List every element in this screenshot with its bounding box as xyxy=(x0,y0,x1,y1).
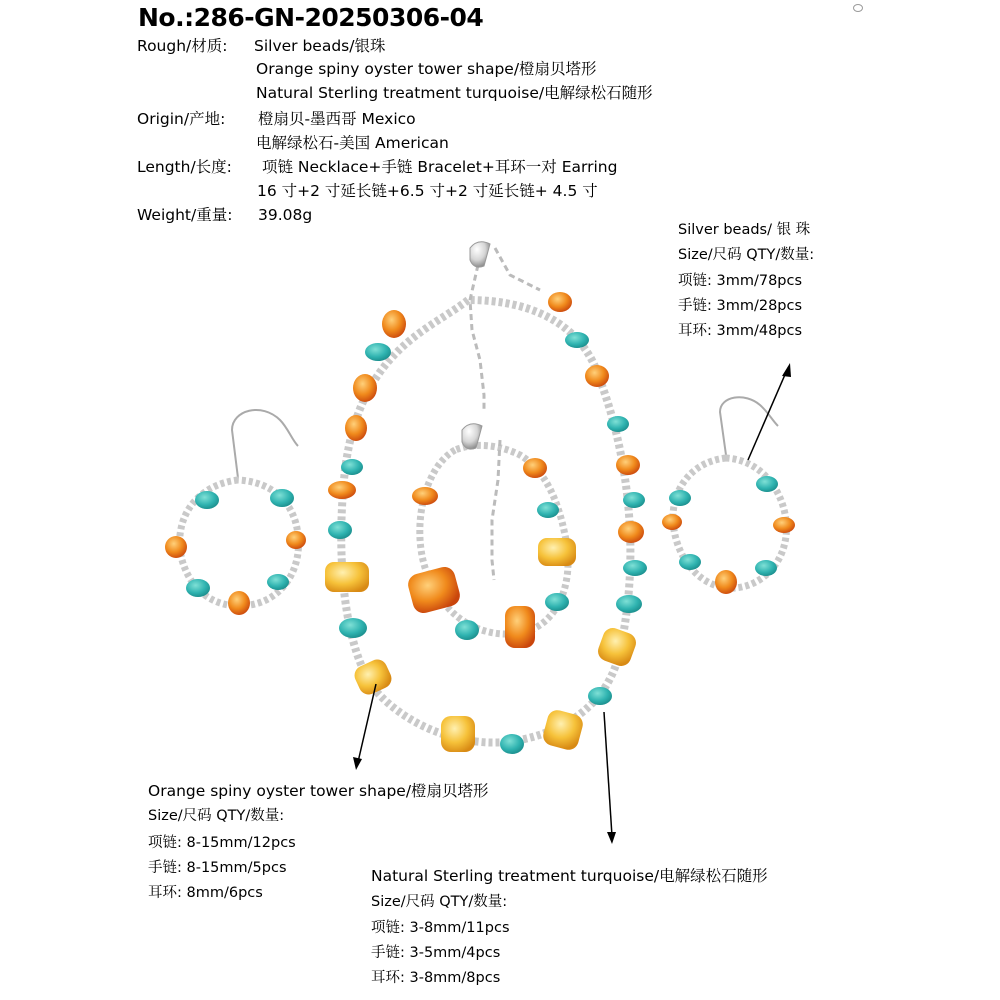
spiny-oyster-bead xyxy=(541,708,585,752)
silver-callout-size-header: Size/尺码 QTY/数量: xyxy=(678,247,815,263)
spiny-oyster-bead xyxy=(618,521,644,543)
length-value-items: 项链 Necklace+手链 Bracelet+耳环一对 Earring xyxy=(262,158,618,176)
turquoise-callout-row: 手链: 3-5mm/4pcs xyxy=(371,945,501,961)
turquoise-bead xyxy=(328,521,352,539)
turquoise-bead xyxy=(455,620,479,640)
spiny-oyster-callout-row: 项链: 8-15mm/12pcs xyxy=(148,835,296,851)
arrowhead-spiny-oyster xyxy=(353,757,362,770)
turquoise-bead xyxy=(679,554,701,570)
turquoise-bead xyxy=(616,595,642,613)
turquoise-bead xyxy=(623,492,645,508)
product-number: No.:286-GN-20250306-04 xyxy=(138,3,484,32)
turquoise-callout-row: 项链: 3-8mm/11pcs xyxy=(371,920,510,936)
spiny-oyster-bead xyxy=(328,481,356,499)
weight-value: 39.08g xyxy=(258,206,313,224)
turquoise-bead xyxy=(500,734,524,754)
turquoise-callout-title: Natural Sterling treatment turquoise/电解绿松石随形 xyxy=(371,867,768,885)
turquoise-bead xyxy=(270,489,294,507)
spiny-oyster-bead xyxy=(662,514,682,530)
origin-label: Origin/产地: xyxy=(137,110,226,128)
left-earring-hook xyxy=(232,410,298,478)
silver-callout-row: 项链: 3mm/78pcs xyxy=(678,273,803,289)
necklace-extension-chain xyxy=(470,265,484,410)
silver-callout-row: 手链: 3mm/28pcs xyxy=(678,298,803,314)
spiny-oyster-bead xyxy=(345,415,367,441)
turquoise-bead xyxy=(186,579,210,597)
turquoise-bead xyxy=(267,574,289,590)
turquoise-bead xyxy=(537,502,559,518)
arrow-turquoise xyxy=(604,712,612,836)
turquoise-bead xyxy=(623,560,647,576)
spiny-oyster-callout-size-header: Size/尺码 QTY/数量: xyxy=(148,808,285,824)
turquoise-bead xyxy=(339,618,367,638)
turquoise-callout-size-header: Size/尺码 QTY/数量: xyxy=(371,894,508,910)
spiny-oyster-bead xyxy=(548,292,572,312)
spiny-oyster-bead xyxy=(585,365,609,387)
turquoise-bead xyxy=(607,416,629,432)
spiny-oyster-bead xyxy=(616,455,640,475)
spiny-oyster-callout-row: 耳环: 8mm/6pcs xyxy=(148,885,263,901)
turquoise-bead xyxy=(588,687,612,705)
spiny-oyster-bead xyxy=(286,531,306,549)
spiny-oyster-bead xyxy=(523,458,547,478)
rough-label: Rough/材质: xyxy=(137,37,228,55)
silver-callout-row: 耳环: 3mm/48pcs xyxy=(678,323,803,339)
turquoise-bead xyxy=(341,459,363,475)
spiny-oyster-bead xyxy=(353,374,377,402)
spiny-oyster-bead xyxy=(441,716,475,752)
spiny-oyster-callout-title: Orange spiny oyster tower shape/橙扇贝塔形 xyxy=(148,782,489,800)
necklace-clasp xyxy=(470,242,490,267)
right-earring-hook xyxy=(720,397,778,455)
rough-value-turquoise: Natural Sterling treatment turquoise/电解绿松石随形 xyxy=(256,84,653,102)
silver-callout-title: Silver beads/ 银 珠 xyxy=(678,222,811,238)
turquoise-bead xyxy=(545,593,569,611)
length-value-measurements: 16 寸+2 寸延长链+6.5 寸+2 寸延长链+ 4.5 寸 xyxy=(257,182,598,200)
rough-value-spiny-oyster: Orange spiny oyster tower shape/橙扇贝塔形 xyxy=(256,60,597,78)
origin-value-turquoise: 电解绿松石-美国 American xyxy=(256,134,449,152)
rough-value-silver: Silver beads/银珠 xyxy=(254,37,386,55)
arrow-spiny-oyster xyxy=(358,684,376,762)
turquoise-bead xyxy=(565,332,589,348)
arrow-silver xyxy=(748,370,787,460)
arrowhead-turquoise xyxy=(607,832,616,844)
weight-label: Weight/重量: xyxy=(137,206,233,224)
turquoise-bead xyxy=(669,490,691,506)
spiny-oyster-bead xyxy=(505,606,535,648)
origin-value-spiny-oyster: 橙扇贝-墨西哥 Mexico xyxy=(258,110,416,128)
spiny-oyster-bead xyxy=(228,591,250,615)
turquoise-callout-row: 耳环: 3-8mm/8pcs xyxy=(371,970,501,986)
bracelet-extension-chain xyxy=(492,440,500,580)
turquoise-bead xyxy=(195,491,219,509)
length-label: Length/长度: xyxy=(137,158,232,176)
spiny-oyster-bead xyxy=(715,570,737,594)
arrowhead-silver xyxy=(782,363,791,377)
spiny-oyster-bead xyxy=(382,310,406,338)
turquoise-bead xyxy=(755,560,777,576)
spiny-oyster-bead xyxy=(538,538,576,566)
spiny-oyster-bead xyxy=(595,625,639,669)
corner-mark xyxy=(853,4,863,12)
spiny-oyster-bead xyxy=(406,564,463,615)
spiny-oyster-callout-row: 手链: 8-15mm/5pcs xyxy=(148,860,287,876)
turquoise-bead xyxy=(365,343,391,361)
turquoise-bead xyxy=(756,476,778,492)
necklace-beads xyxy=(325,292,647,754)
spiny-oyster-bead xyxy=(165,536,187,558)
spiny-oyster-bead xyxy=(773,517,795,533)
spiny-oyster-bead xyxy=(412,487,438,505)
spiny-oyster-bead xyxy=(325,562,369,592)
necklace-hanging-chain xyxy=(495,248,540,290)
